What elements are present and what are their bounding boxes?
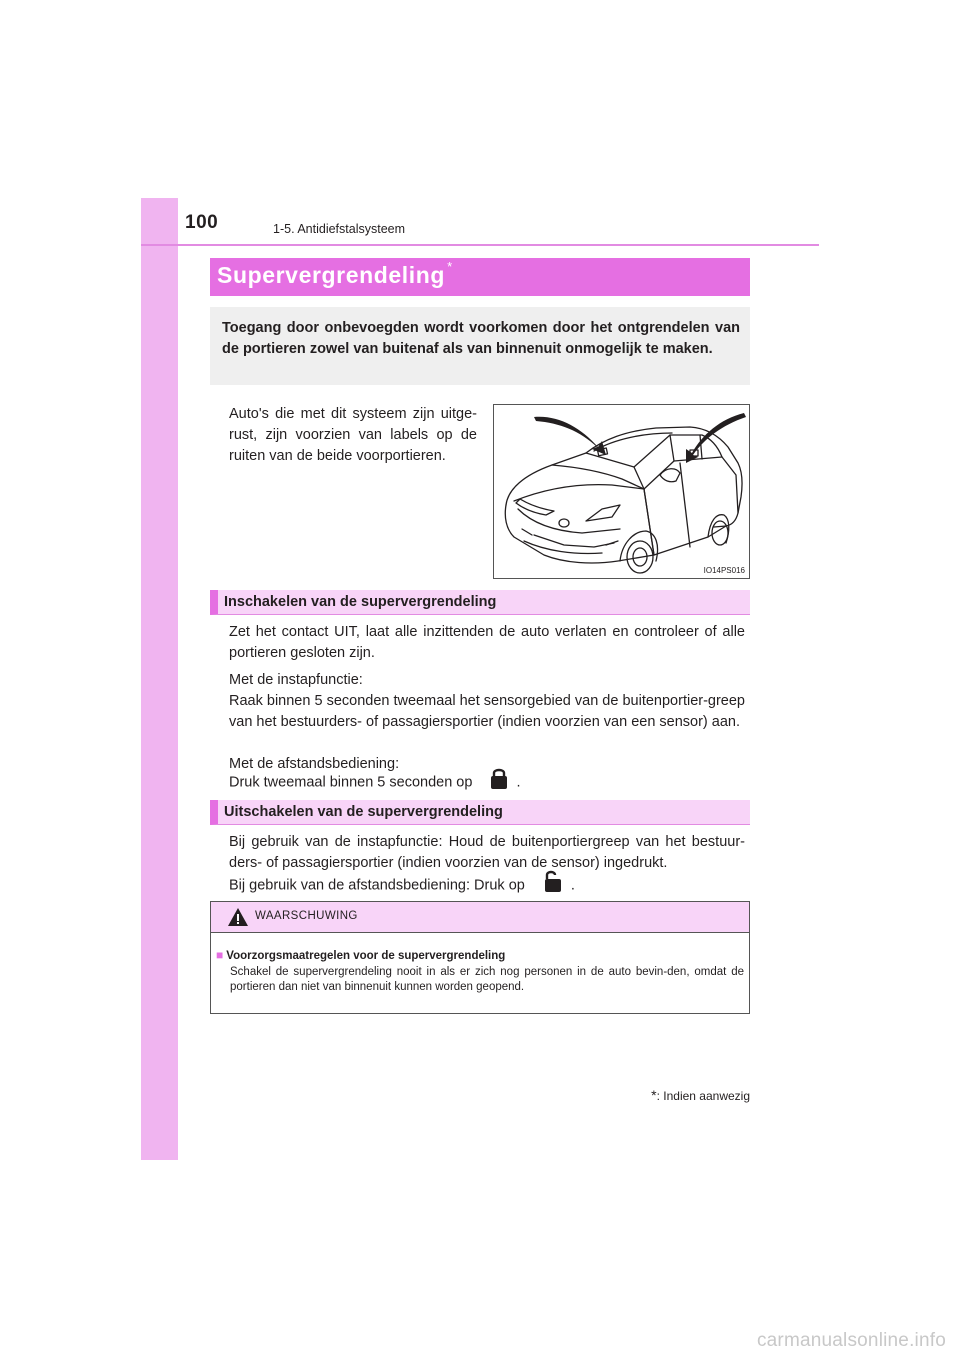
warning-subtitle	[216, 948, 505, 962]
page-number: 100	[185, 212, 219, 233]
car-illustration-icon	[494, 405, 749, 578]
deactivate-heading-bar	[210, 800, 750, 825]
bullet-square-icon: ■	[216, 948, 224, 962]
unlock-icon	[543, 869, 563, 902]
intro-text: Toegang door onbevoegden wordt voorkomen door het ontgrendelen van de portieren zowel van buitenaf als van binnenuit onmogelijk te maken.	[222, 320, 740, 357]
warning-box	[210, 901, 750, 1014]
footnote-marker: *	[447, 259, 453, 274]
deactivate-remote-instruction	[229, 869, 745, 902]
section-title-bar	[210, 258, 750, 296]
smart-text: Raak binnen 5 seconden tweemaal het sensorgebied van de buitenportier-greep van het bestuurders- of passagiersportier (indien voorzien van een sensor) aan.	[229, 693, 745, 730]
warning-triangle-icon	[227, 907, 249, 932]
deactivate-remote-suffix: .	[570, 877, 575, 894]
footnote	[651, 1087, 750, 1103]
warning-header	[211, 902, 749, 933]
page-header	[141, 210, 819, 246]
chapter-title: 1-5. Antidiefstalsysteem	[273, 222, 406, 236]
section-title-label: Supervergrendeling	[217, 262, 446, 288]
activate-heading-bar	[210, 590, 750, 615]
car-figure	[493, 404, 750, 579]
warning-label: WAARSCHUWING	[255, 910, 358, 922]
lock-icon	[490, 766, 508, 799]
footnote-star: *	[651, 1087, 657, 1103]
warning-title: Voorzorgsmaatregelen voor de supervergrendeling	[226, 950, 506, 962]
figure-code: IO14PS016	[703, 566, 745, 575]
label-note: Auto's die met dit systeem zijn uitge-rust, zijn voorzien van labels op de ruiten van de beide voorportieren.	[229, 406, 477, 464]
section-title	[217, 259, 453, 289]
remote-text: Druk tweemaal binnen 5 seconden op	[229, 774, 473, 791]
activate-heading: Inschakelen van de supervergrendeling	[224, 594, 497, 610]
remote-suffix: .	[516, 774, 521, 791]
footnote-text: : Indien aanwezig	[656, 1089, 750, 1103]
remote-instruction	[229, 766, 745, 799]
watermark: carmanualsonline.info	[756, 1330, 946, 1351]
warning-text: Schakel de supervergrendeling nooit in als er zich nog personen in de auto bevin-den, omdat de portieren dan niet van binnenuit kunnen worden geopend.	[230, 966, 744, 993]
intro-box	[210, 307, 750, 385]
smart-heading: Met de instapfunctie:	[229, 672, 363, 688]
deactivate-remote-text: Bij gebruik van de afstandsbediening: Druk op	[229, 877, 525, 894]
side-strip	[141, 198, 178, 1160]
deactivate-heading: Uitschakelen van de supervergrendeling	[224, 804, 503, 820]
deactivate-smart-text: Bij gebruik van de instapfunctie: Houd de buitenportiergreep van het bestuur-ders- of passagiersportier (indien voorzien van de sensor) ingedrukt.	[229, 834, 745, 871]
remote-heading: Met de afstandsbediening:	[229, 756, 400, 772]
activate-step: Zet het contact UIT, laat alle inzittenden de auto verlaten en controleer of alle portieren gesloten zijn.	[229, 624, 745, 661]
